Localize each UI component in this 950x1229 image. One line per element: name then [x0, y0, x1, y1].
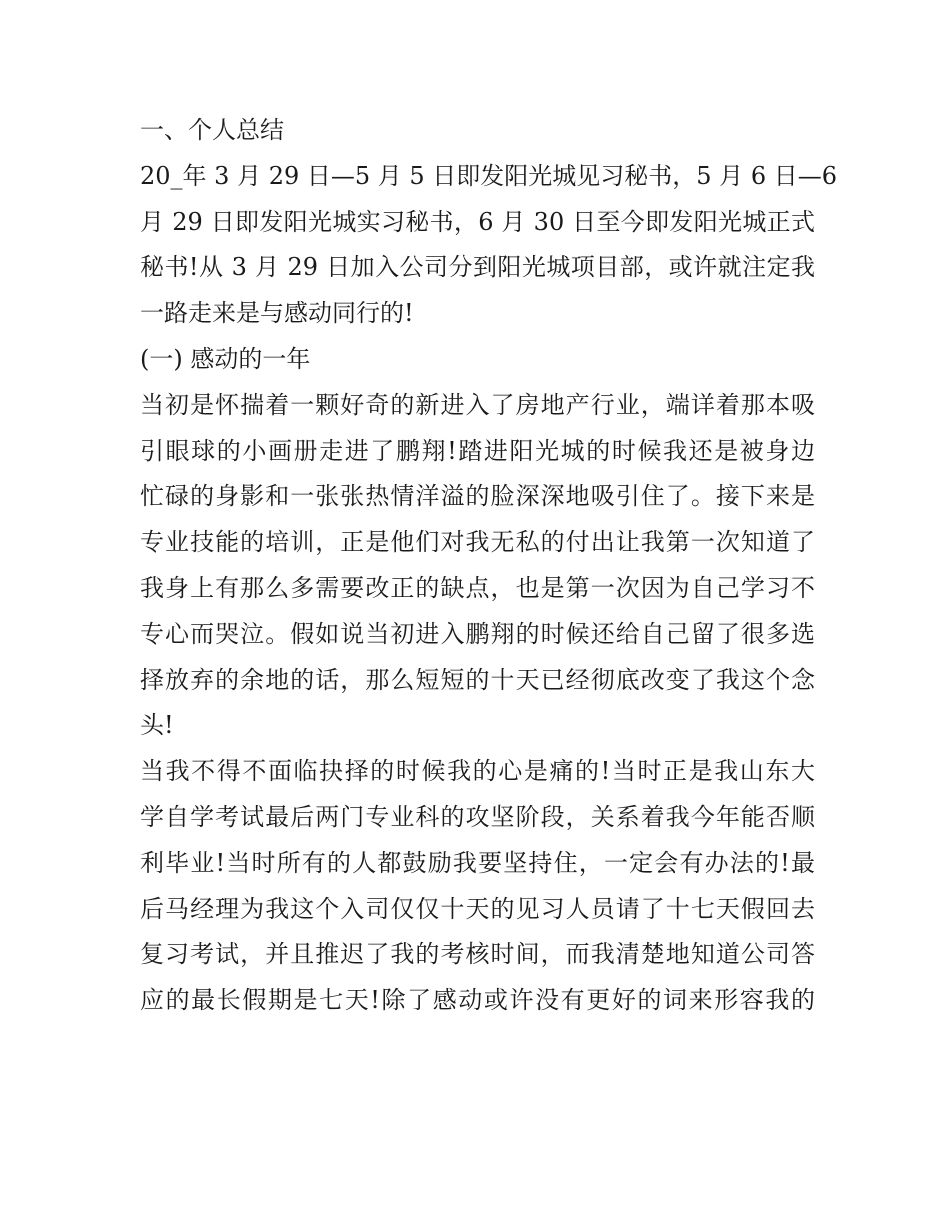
paragraph-line: 秘书!从 3 月 29 日加入公司分到阳光城项目部，或许就注定我	[140, 253, 815, 282]
paragraph-line: 当初是怀揣着一颗好奇的新进入了房地产行业，端详着那本吸	[140, 390, 815, 419]
paragraph-2	[140, 749, 815, 1024]
paragraph-line: 当我不得不面临抉择的时候我的心是痛的!当时正是我山东大	[140, 757, 815, 786]
paragraph-line: 我身上有那么多需要改正的缺点，也是第一次因为自己学习不	[140, 573, 815, 602]
paragraph-line: 一路走来是与感动同行的!	[140, 299, 414, 328]
section-heading: 一、个人总结	[140, 116, 284, 144]
paragraph-line: 专心而哭泣。假如说当初进入鹏翔的时候还给自己留了很多选	[140, 619, 815, 648]
paragraph-line: 复习考试，并且推迟了我的考核时间，而我清楚地知道公司答	[140, 940, 815, 969]
paragraph-line: 后马经理为我这个入司仅仅十天的见习人员请了十七天假回去	[140, 894, 815, 923]
paragraph-line: 应的最长假期是七天!除了感动或许没有更好的词来形容我的	[140, 986, 815, 1015]
paragraph-line: 利毕业!当时所有的人都鼓励我要坚持住，一定会有办法的!最	[140, 848, 815, 877]
paragraph-line: 月 29 日即发阳光城实习秘书，6 月 30 日至今即发阳光城正式	[140, 207, 815, 236]
paragraph-line: 头!	[140, 711, 174, 740]
intro-paragraph	[140, 154, 837, 337]
paragraph-line: 择放弃的余地的话，那么短短的十天已经彻底改变了我这个念	[140, 665, 815, 694]
paragraph-1	[140, 383, 815, 749]
paragraph-line: 20_年 3 月 29 日—5 月 5 日即发阳光城见习秘书，5 月 6 日—6	[140, 161, 837, 190]
subsection-heading: (一) 感动的一年	[140, 344, 311, 373]
paragraph-line: 学自学考试最后两门专业科的攻坚阶段，关系着我今年能否顺	[140, 802, 815, 831]
document-body	[140, 108, 837, 1024]
paragraph-line: 引眼球的小画册走进了鹏翔!踏进阳光城的时候我还是被身边	[140, 436, 815, 465]
paragraph-line: 忙碌的身影和一张张热情洋溢的脸深深地吸引住了。接下来是	[140, 482, 815, 511]
paragraph-line: 专业技能的培训，正是他们对我无私的付出让我第一次知道了	[140, 528, 815, 557]
